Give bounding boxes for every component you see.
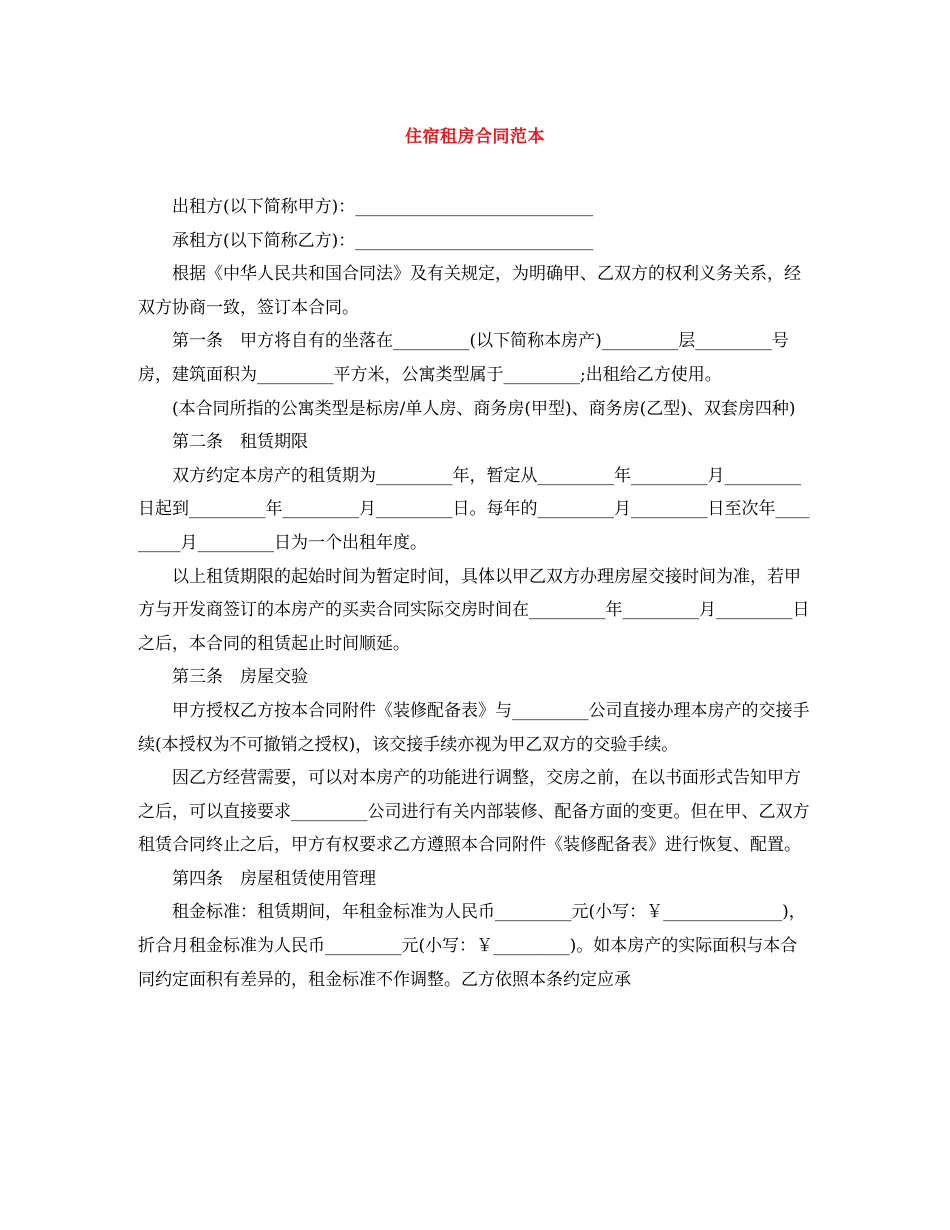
paragraph-lease-term: 双方约定本房产的租赁期为_________年，暂定从_________年_________月_________日起到_________年_________月_________日。每年的_________月_________日至次年_________月_________日为一个出租年度。: [138, 465, 810, 553]
paragraph-renovation: 因乙方经营需要，可以对本房产的功能进行调整，交房之前，在以书面形式告知甲方之后，可以直接要求_________公司进行有关内部装修、配备方面的变更。但在甲、乙双方租赁合同终止之后，甲方有权要求乙方遵照本合同附件《装修配备表》进行恢复、配置。: [138, 768, 810, 856]
heading-article-4: 第四条 房屋租赁使用管理: [172, 868, 376, 889]
paragraph-term-adjustment: 以上租赁期限的起始时间为暂定时间，具体以甲乙双方办理房屋交接时间为准，若甲方与开发商签订的本房产的买卖合同实际交房时间在_________年_________月_________日之后，本合同的租赁起止时间顺延。: [138, 566, 810, 654]
document-title: 住宿租房合同范本: [405, 127, 545, 147]
heading-article-3: 第三条 房屋交验: [172, 667, 308, 688]
paragraph-apartment-types: (本合同所指的公寓类型是标房/单人房、商务房(甲型)、商务房(乙型)、双套房四种): [172, 398, 796, 419]
paragraph-article-1: 第一条 甲方将自有的坐落在_________(以下简称本房产)_________层_________号房，建筑面积为_________平方米，公寓类型属于_________;出租给乙方使用。: [138, 331, 789, 385]
paragraph-preamble: 根据《中华人民共和国合同法》及有关规定，为明确甲、乙双方的权利义务关系，经双方协商一致，签订本合同。: [138, 264, 801, 318]
paragraph-lessee: 承租方(以下简称乙方)：____________________________: [172, 230, 594, 251]
paragraph-rent-standard: 租金标准：租赁期间，年租金标准为人民币_________元(小写：￥______________)，折合月租金标准为人民币_________元(小写：￥_________)。如本房产的实际面积与本合同约定面积有差异的，租金标准不作调整。乙方依照本条约定应承: [138, 902, 806, 990]
paragraph-handover: 甲方授权乙方按本合同附件《装修配备表》与_________公司直接办理本房产的交接手续(本授权为不可撤销之授权)，该交接手续亦视为甲乙双方的交验手续。: [138, 700, 810, 755]
heading-article-2: 第二条 租赁期限: [172, 432, 308, 453]
paragraph-lessor: 出租方(以下简称甲方)：____________________________: [172, 197, 594, 217]
document-body: [138, 191, 814, 997]
